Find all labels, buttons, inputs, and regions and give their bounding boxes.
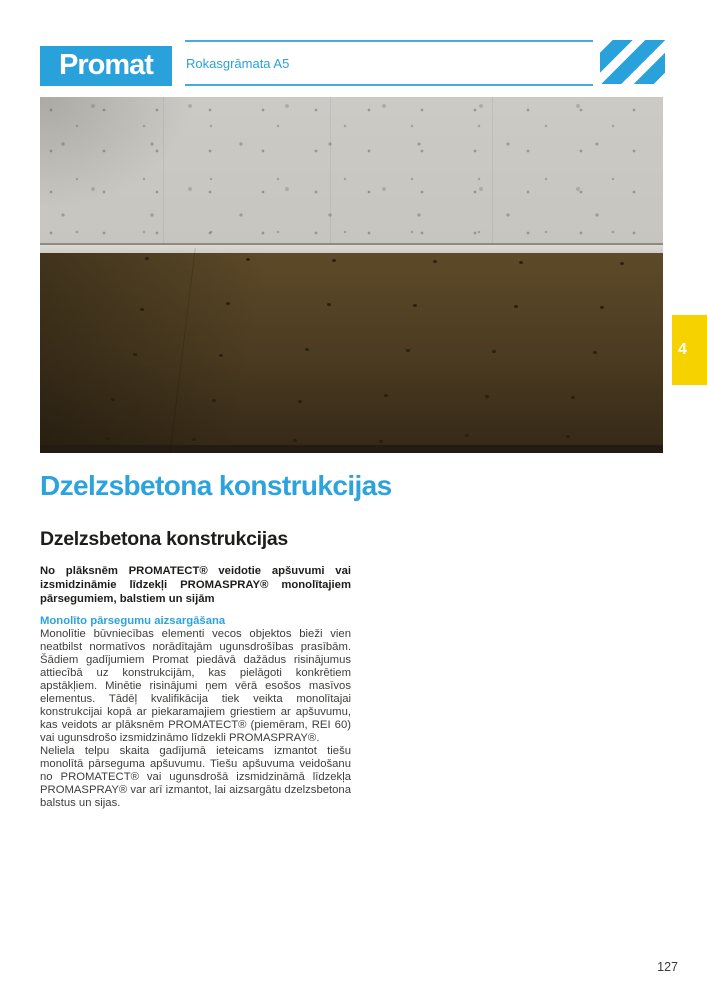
screw-dot	[384, 394, 388, 397]
screw-dot	[379, 440, 383, 443]
screw-dot	[571, 396, 575, 399]
formwork-joint	[492, 97, 493, 243]
page-title: Dzelzsbetona konstrukcijas	[40, 470, 392, 501]
screw-dot	[111, 398, 115, 401]
hatch-stripes-icon	[600, 40, 665, 84]
photo-bottom-shadow	[40, 445, 663, 453]
screw-dot	[145, 257, 149, 260]
screw-dot	[212, 399, 216, 402]
screw-dot	[485, 395, 489, 398]
photo-concrete-wall	[40, 97, 663, 243]
screw-dot	[192, 438, 196, 441]
main-content	[40, 470, 660, 810]
screw-dot	[305, 348, 309, 351]
header-rule-top	[185, 40, 593, 42]
construction-photo	[40, 97, 663, 453]
screw-dot	[298, 400, 302, 403]
header-subtitle: Rokasgrāmata A5	[186, 56, 290, 71]
screw-dot	[140, 308, 144, 311]
body-paragraph: Monolītie būvniecības elementi vecos objektos bieži vien neatbilst normatīvos norādītajām ugunsdrošības prasībām. Šādiem gadījumiem Promat piedāvā dažādus risinājumus attiecībā uz konstrukcijām, kas pielāgoti konkrētiem apstākļiem. Minētie risinājumi ņem vērā esošos masīvos elementus. Tādēļ kvalifikācija tiek veikta monolītajai konstrukcijai kopā ar piekaramajiem griestiem ar apšuvumu, kas veidots ar plāksnēm PROMATECT® (piemēram, REI 60) vai ugunsdrošo izsmidzināmo līdzekli PROMASPRAY®.	[40, 628, 351, 744]
screw-dot	[327, 303, 331, 306]
intro-text: No plāksnēm PROMATECT® veidotie apšuvumi vai izsmidzināmie līdzekļi PROMASPRAY® monolītajiem pārsegumiem, balstiem un sijām	[40, 565, 351, 605]
subsection-heading: Monolīto pārsegumu aizsargāšana	[40, 615, 226, 627]
chapter-tab: 4	[672, 315, 707, 385]
body-paragraph: Neliela telpu skaita gadījumā ieteicams izmantot tiešu monolītā pārseguma apšuvumu. Tiešu apšuvuma veidošanu no PROMATECT® vai ugunsdrošā izsmidzināmā līdzekļa PROMASPRAY® var arī izmantot, lai aizsargātu dzelzsbetona balstus un sijas.	[40, 745, 351, 809]
screw-dot	[133, 353, 137, 356]
photo-ceiling	[40, 253, 663, 445]
screw-dot	[514, 305, 518, 308]
page-number: 127	[657, 960, 678, 974]
screw-dot	[566, 435, 570, 438]
screw-dot	[465, 434, 469, 437]
screw-dot	[226, 302, 230, 305]
panel-seam	[169, 248, 196, 453]
screw-dot	[620, 262, 624, 265]
header-rule-bottom	[185, 84, 593, 86]
screw-dot	[492, 350, 496, 353]
photo-edge-strip	[40, 245, 663, 253]
screw-dot	[413, 304, 417, 307]
screw-dot	[600, 306, 604, 309]
screw-dot	[293, 439, 297, 442]
screw-dot	[593, 351, 597, 354]
formwork-joint	[330, 97, 331, 243]
screw-dot	[106, 437, 110, 440]
screw-dot	[246, 258, 250, 261]
formwork-joint	[163, 97, 164, 243]
screw-dot	[332, 259, 336, 262]
screw-dot	[519, 261, 523, 264]
promat-logo: Promat	[40, 46, 172, 86]
section-title: Dzelzsbetona konstrukcijas	[40, 528, 288, 550]
screw-dot	[406, 349, 410, 352]
screw-dot	[219, 354, 223, 357]
screw-dot	[433, 260, 437, 263]
